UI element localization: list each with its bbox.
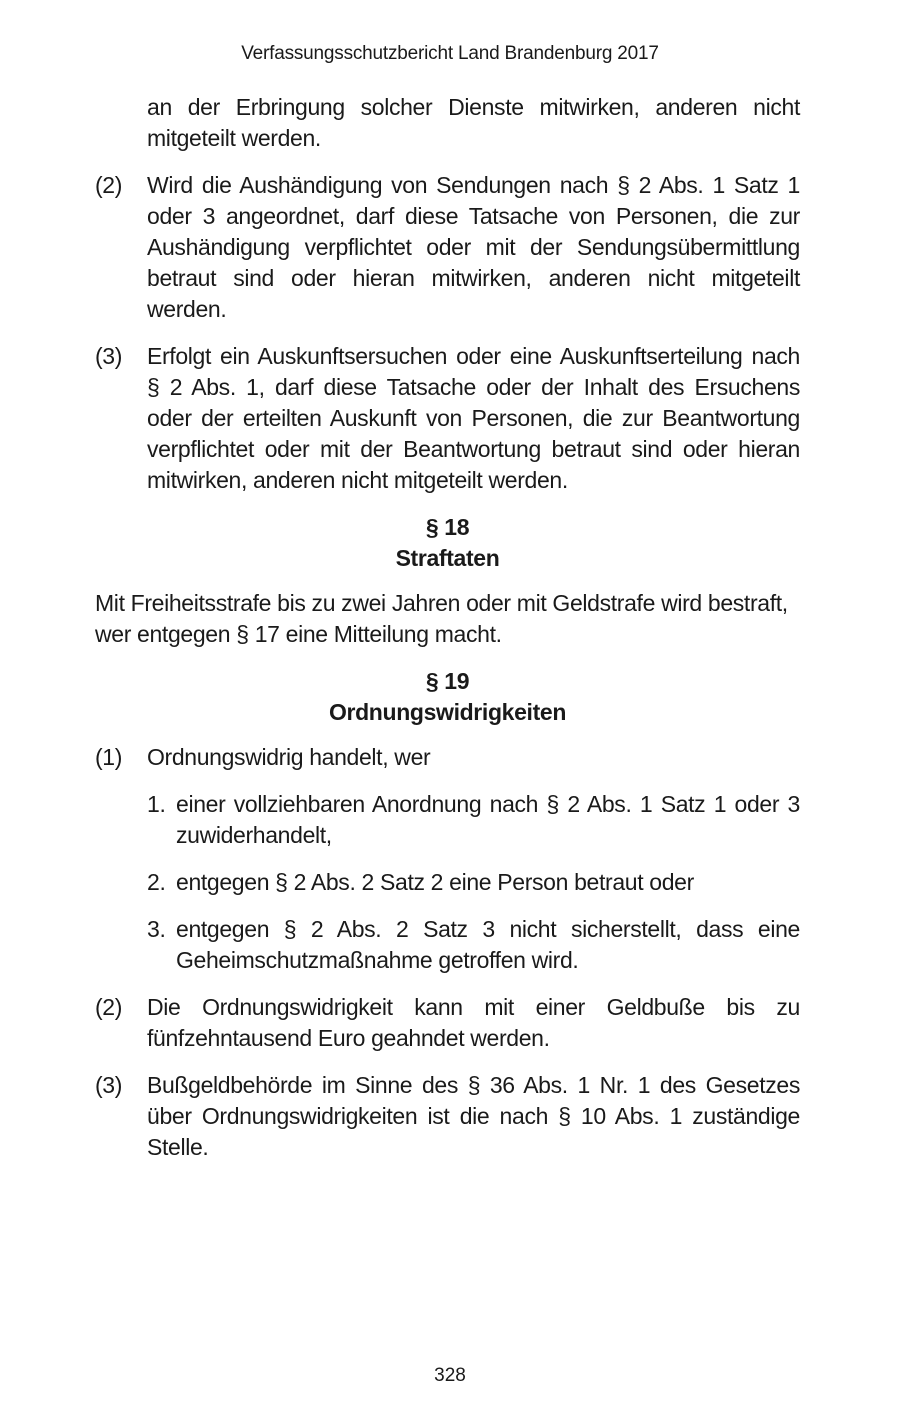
- section-18-heading: [95, 512, 800, 574]
- paragraph-text: Erfolgt ein Auskunftsersuchen oder eine Auskunftserteilung nach § 2 Abs. 1, darf diese Tatsache oder der Inhalt des Ersuchens oder der erteilten Auskunft von Personen, die zur Beantwortung verpflichtet oder mit der Beantwortung betraut sind oder hieran mitwirken, anderen nicht mitgeteilt werden.: [147, 343, 800, 493]
- list-item: [147, 867, 800, 898]
- paragraph-19-1: [95, 742, 800, 773]
- paragraph-number: (3): [95, 343, 123, 369]
- paragraph-number: (2): [95, 994, 123, 1020]
- page-number: 328: [434, 1365, 466, 1386]
- offense-list: [147, 789, 800, 976]
- section-19-heading: [95, 666, 800, 728]
- paragraph-text: Die Ordnungswidrigkeit kann mit einer Geldbuße bis zu fünfzehntausend Euro geahndet werden.: [147, 994, 800, 1051]
- section-number: § 19: [425, 668, 470, 694]
- list-item-text: einer vollziehbaren Anordnung nach § 2 Abs. 1 Satz 1 oder 3 zuwiderhandelt,: [176, 791, 800, 848]
- list-item-number: 1.: [147, 791, 166, 817]
- list-item-text: entgegen § 2 Abs. 2 Satz 3 nicht sicherstellt, dass eine Geheimschutzmaßnahme getroffen wird.: [176, 916, 800, 973]
- paragraph-19-3: [95, 1070, 800, 1163]
- paragraph-text: Ordnungswidrig handelt, wer: [147, 744, 431, 770]
- paragraph-19-2: [95, 992, 800, 1054]
- list-item-number: 2.: [147, 869, 166, 895]
- paragraph-17-2: [95, 170, 800, 325]
- running-header: Verfassungsschutzbericht Land Brandenburg 2017: [241, 43, 659, 64]
- paragraph-number: (1): [95, 744, 123, 770]
- list-item: [147, 789, 800, 851]
- paragraph-text: Bußgeldbehörde im Sinne des § 36 Abs. 1 Nr. 1 des Gesetzes über Ordnungswidrigkeiten ist die nach § 10 Abs. 1 zuständige Stelle.: [147, 1072, 800, 1160]
- paragraph-number: (3): [95, 1072, 123, 1098]
- continuation-text: an der Erbringung solcher Dienste mitwirken, anderen nicht mitgeteilt werden.: [147, 94, 800, 151]
- list-item: [147, 914, 800, 976]
- section-number: § 18: [425, 514, 470, 540]
- paragraph-number: (2): [95, 172, 123, 198]
- section-title: Ordnungswidrigkeiten: [328, 699, 567, 725]
- continuation-paragraph: [95, 92, 800, 154]
- page-content: [95, 92, 800, 1179]
- list-item-text: entgegen § 2 Abs. 2 Satz 2 eine Person betraut oder: [176, 869, 694, 895]
- section-18-text: Mit Freiheitsstrafe bis zu zwei Jahren oder mit Geldstrafe wird bestraft, wer entgegen § 17 eine Mitteilung macht.: [95, 590, 788, 647]
- paragraph-17-3: [95, 341, 800, 496]
- list-item-number: 3.: [147, 916, 166, 942]
- section-title: Straftaten: [395, 545, 500, 571]
- paragraph-text: Wird die Aushändigung von Sendungen nach § 2 Abs. 1 Satz 1 oder 3 angeordnet, darf diese Tatsache von Personen, die zur Aushändigung verpflichtet oder mit der Sendungsübermittlung betraut sind oder hieran mitwirken, anderen nicht mitgeteilt werden.: [147, 172, 800, 322]
